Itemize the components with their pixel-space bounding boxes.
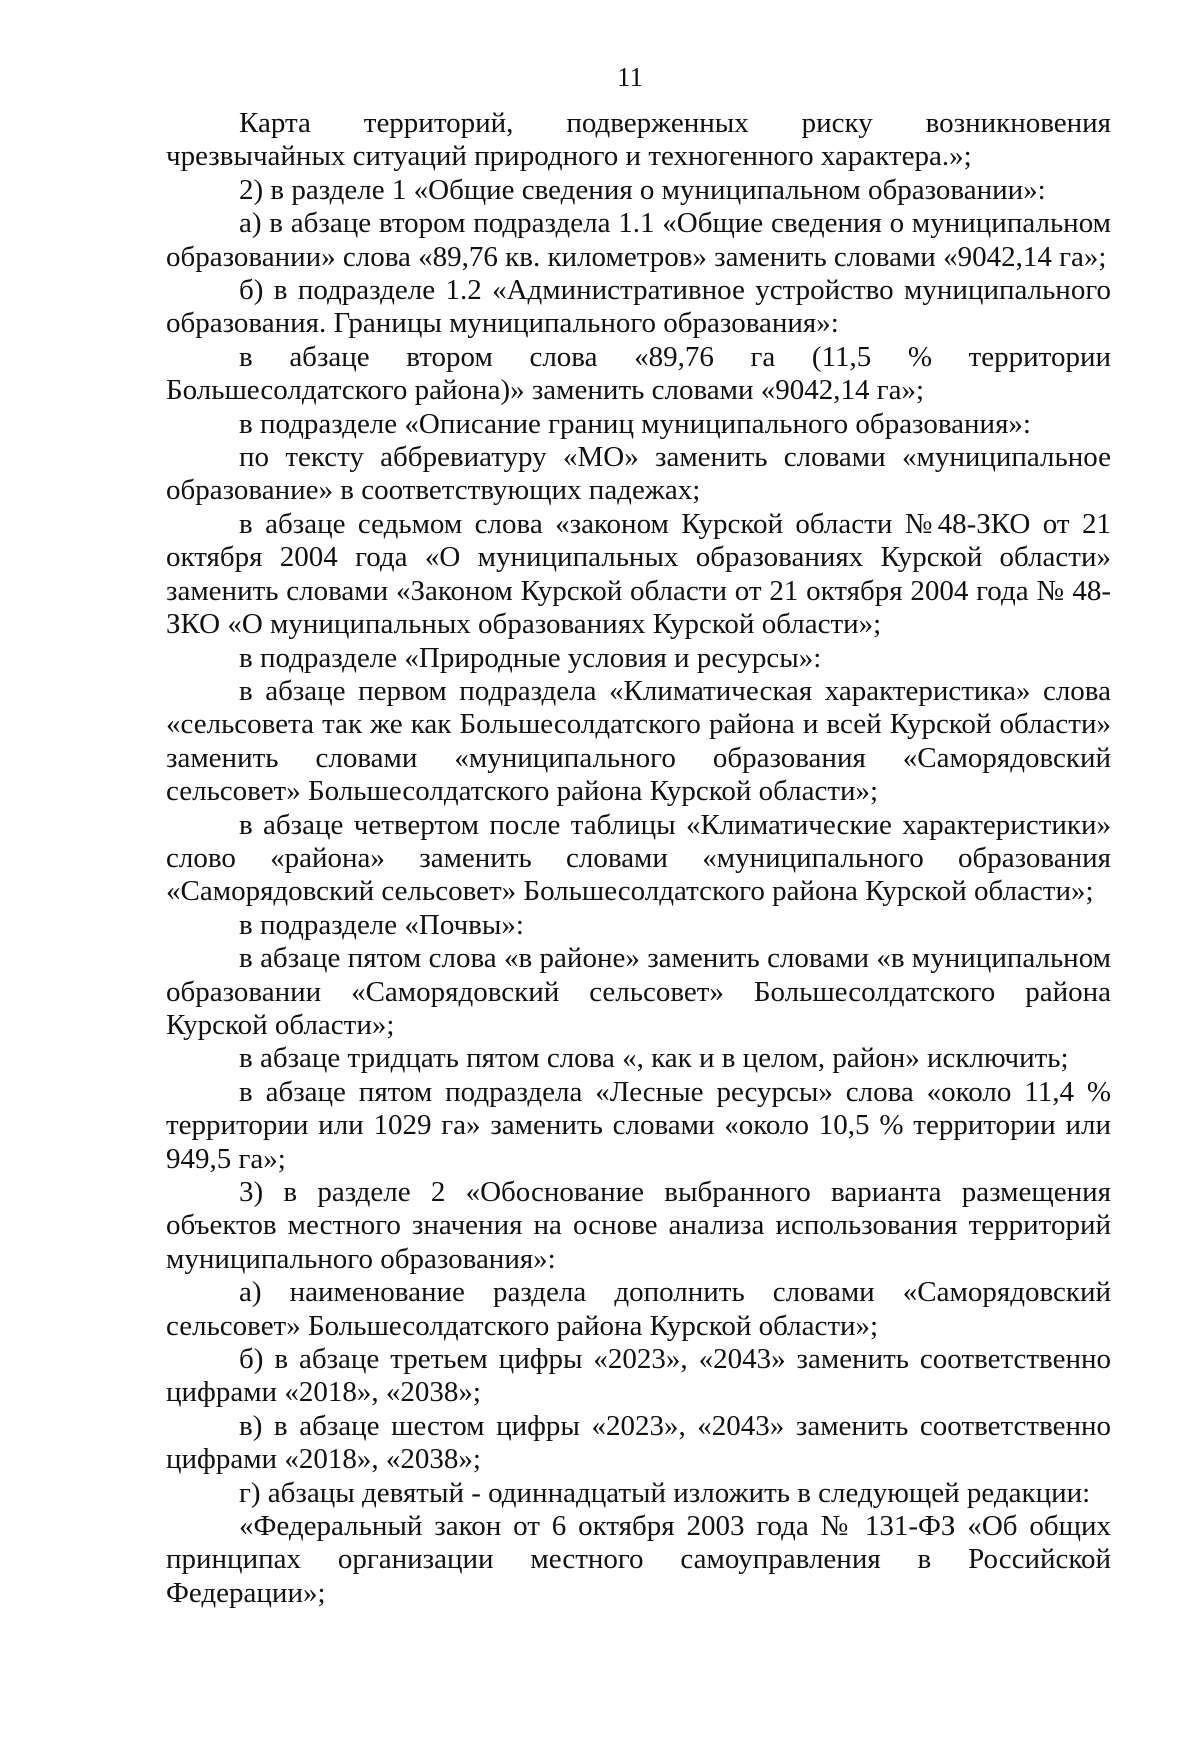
paragraph-19: в) в абзаце шестом цифры «2023», «2043» заменить соответственно цифрами «2018», «2038»; <box>166 1409 1111 1476</box>
paragraph-14: в абзаце тридцать пятом слова «, как и в целом, район» исключить; <box>239 1042 1069 1075</box>
paragraph-3: а) в абзаце втором подраздела 1.1 «Общие сведения о муниципальном образовании» слова «89,76 кв. километров» заменить словами «9042,14 га»; <box>166 207 1111 273</box>
paragraph-5: в абзаце втором слова «89,76 га (11,5 % территории Большесолдатского района)» заменить словами «9042,14 га»; <box>166 340 1111 407</box>
paragraph-17: а) наименование раздела дополнить словами «Саморядовский сельсовет» Большесолдатского района Курской области»; <box>166 1276 1111 1342</box>
document-body <box>166 107 1111 1610</box>
paragraph-7: по тексту аббревиатуру «МО» заменить словами «муниципальное образование» в соответствующих падежах; <box>166 441 1111 507</box>
paragraph-10: в абзаце первом подраздела «Климатическая характеристика» слова «сельсовета так же как Большесолдатского района и всей Курской области» заменить словами «муниципального образования «Саморядовский сельсовет» Большесолдатского района Курской области»; <box>166 674 1111 808</box>
paragraph-13: в абзаце пятом слова «в районе» заменить словами «в муниципальном образовании «Саморядовский сельсовет» Большесолдатского района Курской области»; <box>166 942 1111 1041</box>
paragraph-8: в абзаце седьмом слова «законом Курской области №48-ЗКО от 21 октября 2004 года «О муниципальных образованиях Курской области» заменить словами «Законом Курской области от 21 октября 2004 года № 48-ЗКО «О муниципальных образованиях Курской области»; <box>166 507 1111 641</box>
paragraph-2: 2) в разделе 1 «Общие сведения о муниципальном образовании»: <box>239 173 1046 206</box>
paragraph-20: г) абзацы девятый - одиннадцатый изложить в следующей редакции: <box>239 1476 1091 1509</box>
paragraph-4: б) в подразделе 1.2 «Административное устройство муниципального образования. Границы муниципального образования»: <box>166 274 1111 340</box>
paragraph-11: в абзаце четвертом после таблицы «Климатические характеристики» слово «района» заменить словами «муниципального образования «Саморядовский сельсовет» Большесолдатского района Курской области»; <box>166 808 1111 908</box>
paragraph-21: «Федеральный закон от 6 октября 2003 года № 131-ФЗ «Об общих принципах организации местного самоуправления в Российской Федерации»; <box>166 1510 1111 1609</box>
paragraph-16: 3) в разделе 2 «Обоснование выбранного варианта размещения объектов местного значения на основе анализа использования территорий муниципального образования»: <box>166 1176 1111 1275</box>
paragraph-18: б) в абзаце третьем цифры «2023», «2043» заменить соответственно цифрами «2018», «2038»; <box>166 1343 1111 1409</box>
page-number: 11 <box>617 62 643 92</box>
paragraph-12: в подразделе «Почвы»: <box>239 908 524 941</box>
paragraph-9: в подразделе «Природные условия и ресурсы»: <box>239 641 822 674</box>
paragraph-1: Карта территорий, подверженных риску возникновения чрезвычайных ситуаций природного и техногенного характера.»; <box>166 107 1111 173</box>
paragraph-15: в абзаце пятом подраздела «Лесные ресурсы» слова «около 11,4 % территории или 1029 га» заменить словами «около 10,5 % территории или 949,5 га»; <box>166 1075 1111 1175</box>
paragraph-6: в подразделе «Описание границ муниципального образования»: <box>239 407 1031 440</box>
